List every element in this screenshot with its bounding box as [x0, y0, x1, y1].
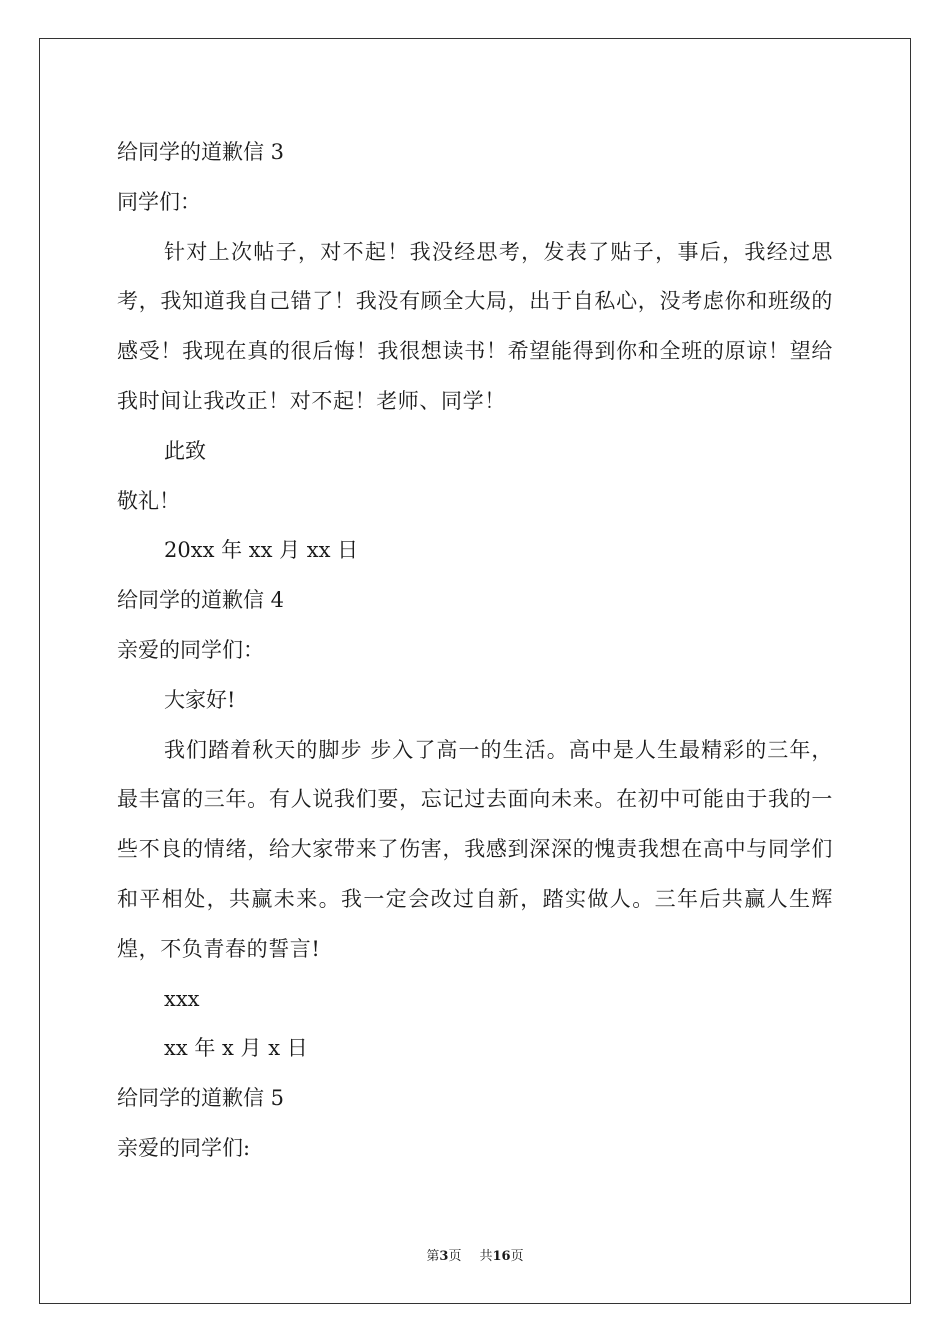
- text-line: 大家好!: [164, 687, 236, 712]
- text-line: 亲爱的同学们:: [117, 1135, 251, 1160]
- text-line: xx 年 x 月 x 日: [164, 1036, 308, 1061]
- body-paragraph: 针对上次帖子，对不起！我没经思考，发表了贴子，事后，我经过思考，我知道我自己错了！我没有顾全大局，出于自私心，没考虑你和班级的感受！我现在真的很后悔！我很想读书！希望能得到你和全班的原谅！望给我时间让我改正！对不起！老师、同学！: [117, 239, 833, 413]
- total-pages: 16: [492, 1249, 511, 1264]
- text-line: 同学们：: [117, 189, 201, 214]
- text-line: xxx: [164, 986, 200, 1011]
- page-footer: [0, 1248, 950, 1266]
- text-line: 亲爱的同学们：: [117, 637, 264, 662]
- total-prefix: 共: [479, 1249, 493, 1264]
- text-line: 敬礼！: [117, 488, 180, 513]
- text-line: 20xx 年 xx 月 xx 日: [164, 538, 359, 563]
- text-line: 此致: [164, 438, 206, 463]
- document-body: [117, 128, 833, 1174]
- page-suffix: 页: [448, 1249, 462, 1264]
- text-line: 给同学的道歉信 4: [117, 588, 285, 613]
- page-number: 3: [439, 1249, 449, 1264]
- body-paragraph: 我们踏着秋天的脚步 步入了高一的生活。高中是人生最精彩的三年，最丰富的三年。有人说我们要，忘记过去面向未来。在初中可能由于我的一些不良的情绪，给大家带来了伤害，我感到深深的愧责我想在高中与同学们和平相处，共赢未来。我一定会改过自新，踏实做人。三年后共赢人生辉煌，不负青春的誓言!: [117, 737, 833, 961]
- page-prefix: 第: [426, 1249, 440, 1264]
- total-suffix: 页: [510, 1249, 524, 1264]
- text-line: 给同学的道歉信 3: [117, 140, 285, 164]
- text-line: 给同学的道歉信 5: [117, 1086, 285, 1111]
